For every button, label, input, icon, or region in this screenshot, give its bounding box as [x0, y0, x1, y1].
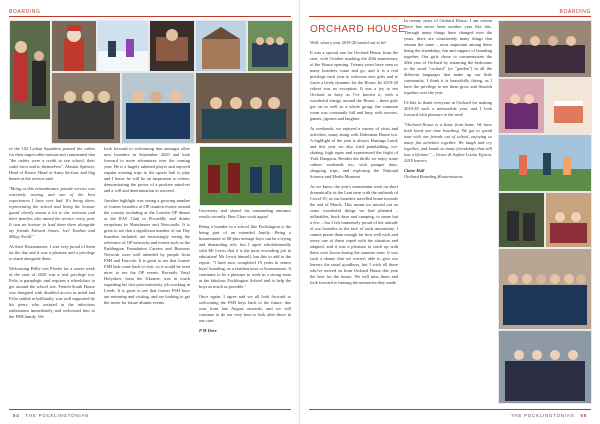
paragraph: At weekends, we enjoyed a variety of visits and activities, many along with Dalesman House too. A highlight of the year is always Hastings Laird, and this year we also tried paintballing, ice-skating, high ropes and experienced the fright of York Dungeon. Besides the thrills we enjoy some calmer weekends too, with pamper days, shopping trips, and exploring the National Science and Media Museum. [310, 126, 398, 179]
footer-rule-left [9, 409, 291, 410]
paragraph: I'd like to thank everyone in Orchard for making 2019-20 such a memorable year, and I look forward with pleasure to the next! [404, 100, 492, 117]
paragraph: University and shared his outstanding entrance results recently. Fine Class work again! [199, 208, 291, 219]
paragraph: Another highlight was seeing a growing number of former boarders at OP reunion events around the country including at the London OP dinner at the RAF Club in Piccadilly and drinks receptions in Manchester and Newcastle. It is great to see that a significant number of our Day boarders included, are increasingly seeing the relevance of OP networks and events such as the Paddington Foundation Careers and Business Network were well attended by people from FSH and Faircote. It is great to see that former FSH lads come back to visit, so it would be even nicer to see the OP events. Recently Vasyl Holyakov, from the Ukraine, was in touch regarding his first post-university job working in Leeds: It is great to see that former FSH boys are returning and visiting, and are looking to get the invite for future alumni events. [104, 198, 190, 305]
left-column-3 [199, 208, 291, 404]
footer-left [9, 413, 89, 418]
paragraph: Once again, I agree and we all look forward to welcoming the FSH boys back to the future, this year from late August onwards, and we will continue to do our very best to look after those in our care. [199, 294, 291, 323]
right-column-1 [310, 40, 398, 404]
photo-house-group [498, 248, 592, 330]
magazine-name: THE POCKLINGTONIAN [25, 413, 90, 418]
section-tag-left: BOARDING [9, 9, 41, 15]
photo-santa [51, 20, 97, 72]
photo-stage [149, 20, 195, 72]
header-rule-right [309, 16, 591, 17]
photo-rugby [199, 146, 293, 206]
photo-cake [545, 78, 592, 134]
paragraph: As their Housemaster, I was very proud of them on the day and it was a pleasure and a privilege to stand alongside them. [9, 244, 95, 261]
magazine-name: THE POCKLINGTONIAN [510, 413, 575, 418]
article-title: ORCHARD HOUSE [310, 24, 406, 35]
photo-christmas-group [9, 20, 51, 120]
right-page [300, 0, 600, 424]
photo-group-outdoor [247, 20, 293, 72]
photo-outdoor-activity [498, 134, 592, 192]
section-tag-right: BOARDING [559, 9, 591, 15]
photo-party [498, 78, 545, 134]
photo-leavers [498, 330, 592, 404]
left-column-2 [104, 146, 190, 404]
photo-building [195, 20, 247, 72]
paragraph: Well, what a year 2019-20 turned out to be! [310, 40, 387, 45]
photo-common-room [195, 72, 293, 144]
photo-dinner [545, 192, 592, 248]
photo-girls-indoor [498, 20, 592, 78]
page-number: 55 [580, 413, 587, 418]
author-role: Orchard Boarding Housemistress [404, 174, 463, 179]
photo-paintball [498, 192, 545, 248]
photo-friends [121, 72, 195, 144]
paragraph: of the 102 Lydian Squadron praised the cadets for their impeccable turnout and commented that "the cadets were a credit to our school, their cadet force and to themselves". Alastair Spencer, Head of House, Head of Army Section, and flag bearer at the service said: [9, 146, 95, 181]
author-name: Claire Hall [404, 168, 425, 173]
header-rule-left [9, 16, 291, 17]
paragraph: As we know, the year's momentum went on short dramatically in the Lent term with the outbreak of Covid-19, as our boarders travelled home towards the end of March. This meant we missed out on some wonderful things we had planned – inflatables, book days and camping, to name but a few – but I felt immensely proud of the attitude of our boarders in the face of such uncertainty. I cannot praise them enough for how well each and every one of them coped with the situation and adapted, and it was a pleasure to catch up with them over Zoom during the summer term. It was such a shame that we weren't able to give our leavers the usual goodbyes, but I wish all those who've moved on from Orchard House this year the best for the future. We will miss them and look forward to hearing the memories they made. [310, 184, 398, 285]
quote-paragraph: "Orchard House is a home from home. We have both loved our time boarding. We got to spend time with our friends out of school, enjoying so many fun activities together. We laugh and cry together, and bonds so many friendships that will last a lifetime." – Grace & Sophie Louise Egwon, 2019 leavers [404, 122, 492, 163]
page-number: 54 [13, 413, 20, 418]
paragraph: look forward to welcoming him amongst other new boarders in September 2020 and look forward to more adventures over the coming year. He is a hugely talented player and enjoyed regular evening trips to the sports hall to play and I know he will be an inspiration to others, demonstrating the power of a positive mind-set and a will and determination to succeed. [104, 146, 190, 193]
footer-right [511, 413, 591, 418]
quote-paragraph: "Being at this remembrance parade service was extremely moving and one of the best experiences I have ever had. It's being there, representing the school and being the honour guard clearly meant a lot to the veterans and their families who attend the service every year. It was an honour to lead them there alongside my friends Edward James, Joel Tomlins and Mikey Nevill." [9, 186, 95, 239]
photo-skiing [97, 20, 149, 72]
right-column-2 [404, 18, 492, 404]
paragraph: Being a boarder in a school like Pocklington is the being part of an extended family. Being a housemaster of 60-plus teenage boys can be a trying and demanding role, but I agree wholeheartedly with Mr Lewis that it is the most rewarding job in education! Mr Lewis himself, has this to add to the report: "I have now completed 19 years in senior boys' boarding, as a resident tutor or housemaster. It continues to be a pleasure to work in a strong team at the fabulous Pocklington School and to help the boys as much as possible." [199, 224, 291, 289]
paragraph: It was a special one for Orchard House from the start, with October marking the 20th anniversary of the House opening. Twenty years have seen so many boarders come and go, and it is a real privilege each year to welcome new girls and to foster a lively dynamic for the House. Its 2019-20 cohort was no exception. It was a joy to see Orchard as busy as I've known it, with a wonderful energy around the House – these girls got on so well as a whole group, the common room was constantly full and busy with movies, games, jigsaws and laughter. [310, 50, 398, 121]
photo-band [51, 72, 121, 144]
left-column-1 [9, 146, 95, 404]
paragraph: Welcoming Pellie von Pfoebe for a career week at the start of 2020 was a real privilege too. Felix is paraplegic and requires a wheelchair to get around the school site. French-South House was designed with disabled access in mind and Felix settled in brilliantly, was well supported by his peers who assisted in the infectious enthusiasm immediately and welcomed him to the FSH family. We [9, 266, 95, 319]
footer-rule-right [309, 409, 591, 410]
paragraph: In twenty years of Orchard House, I am certain there has never been another year like this. Through many things have changed over the years, there are consistently many things that remain the same – most important among these being the friendship, fun and support of boarding together. Our girls chose to commemorate the 20th year of Orchard by renaming the bedrooms to the word "orchard" (or "garden") in all the different languages that make up our little community. I think it is beautifully fitting, as I have the privilege to see them grow and flourish together over the year. [404, 18, 492, 95]
signature: P M Dore [199, 328, 217, 333]
